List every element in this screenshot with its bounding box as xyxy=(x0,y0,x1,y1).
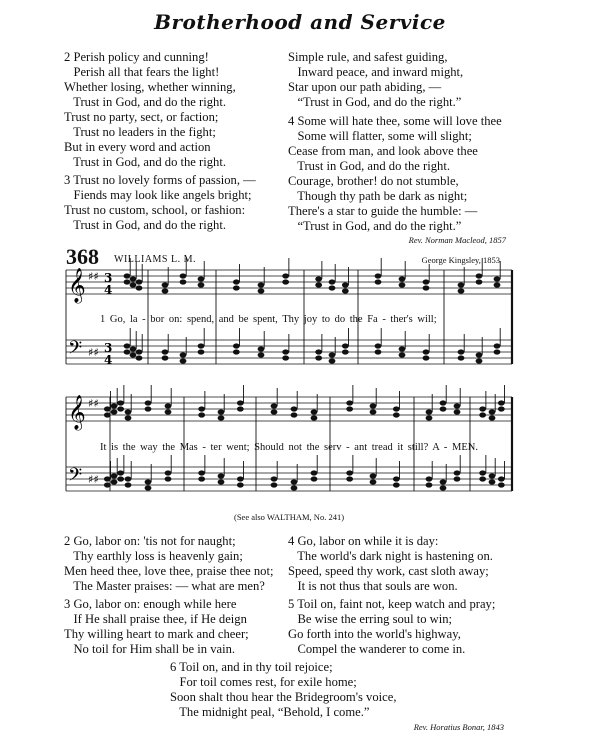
note-head xyxy=(291,406,298,411)
note-head xyxy=(136,285,143,290)
stanza-line: Men heed thee, love thee, praise thee not; xyxy=(64,564,274,578)
note-head xyxy=(165,476,172,481)
note-head xyxy=(440,406,447,411)
stanza-line: Star upon our path abiding, — xyxy=(288,80,442,94)
stanza-line: Cease from man, and look above thee xyxy=(288,144,478,158)
note-head xyxy=(489,409,496,414)
note-head xyxy=(342,349,349,354)
note-head xyxy=(393,406,400,411)
note-head xyxy=(271,409,278,414)
stanza-line: For toil comes rest, for exile home; xyxy=(170,675,357,689)
note-head xyxy=(479,406,486,411)
section-title: Brotherhood and Service xyxy=(154,10,446,34)
note-head xyxy=(479,412,486,417)
note-head xyxy=(399,276,406,281)
note-head xyxy=(329,279,336,284)
hymn-368-stanza-3 xyxy=(64,597,249,657)
stanza-line: There's a star to guide the humble: — xyxy=(288,204,478,218)
stanza-line: No toil for Him shall be in vain. xyxy=(64,642,236,656)
note-head xyxy=(498,482,505,487)
note-head xyxy=(494,282,501,287)
note-head xyxy=(342,288,349,293)
note-head xyxy=(165,470,172,475)
note-head xyxy=(315,276,322,281)
note-head xyxy=(237,406,244,411)
note-head xyxy=(162,288,169,293)
stanza-line: Trust no leaders in the fight; xyxy=(64,125,216,139)
stanza-line: 4 Go, labor on while it is day: xyxy=(288,534,439,548)
note-head xyxy=(315,355,322,360)
note-head xyxy=(124,279,131,284)
stanza-line: Though thy path be dark as night; xyxy=(288,189,468,203)
note-head xyxy=(346,400,353,405)
note-head xyxy=(311,476,318,481)
stanza-line: Trust no party, sect, or faction; xyxy=(64,110,219,124)
note-head xyxy=(375,349,382,354)
stanza-line: 2 Go, labor on: 'tis not for naught; xyxy=(64,534,236,548)
hymn-368-stanza-5 xyxy=(288,597,495,657)
note-head xyxy=(342,343,349,348)
note-head xyxy=(399,282,406,287)
note-head xyxy=(458,282,465,287)
note-head xyxy=(393,482,400,487)
note-head xyxy=(476,352,483,357)
hymn-368-author: Rev. Horatius Bonar, 1843 xyxy=(413,722,504,732)
note-head xyxy=(311,470,318,475)
see-also-note: (See also WALTHAM, No. 241) xyxy=(234,512,345,522)
note-head xyxy=(258,288,265,293)
stanza-line: Thy willing heart to mark and cheer; xyxy=(64,627,249,641)
note-head xyxy=(124,349,131,354)
note-head xyxy=(375,279,382,284)
note-head xyxy=(145,406,152,411)
note-head xyxy=(198,349,205,354)
note-head xyxy=(329,285,336,290)
note-head xyxy=(454,476,461,481)
stanza-line: Trust in God, and do the right. xyxy=(288,159,450,173)
note-head xyxy=(125,476,132,481)
note-head xyxy=(198,276,205,281)
stanza-line: “Trust in God, and do the right.” xyxy=(288,95,462,109)
note-head xyxy=(454,409,461,414)
note-head xyxy=(125,482,132,487)
note-head xyxy=(282,355,289,360)
stanza-line: Inward peace, and inward might, xyxy=(288,65,464,79)
note-head xyxy=(315,282,322,287)
note-head xyxy=(104,476,111,481)
note-head xyxy=(180,273,187,278)
tune-name: WILLIAMS L. M. xyxy=(114,254,196,265)
stanza-line: But in every word and action xyxy=(64,140,211,154)
note-head xyxy=(180,352,187,357)
note-head xyxy=(111,409,118,414)
note-head xyxy=(282,273,289,278)
composer: George Kingsley, 1853 xyxy=(421,255,500,265)
note-head xyxy=(117,470,124,475)
stanza-line: Speed, speed thy work, cast sloth away; xyxy=(288,564,489,578)
stanza-line: Courage, brother! do not stumble, xyxy=(288,174,459,188)
note-head xyxy=(111,473,118,478)
stanza-line: Compel the wanderer to come in. xyxy=(288,642,466,656)
note-head xyxy=(476,279,483,284)
stanza-line: Soon shalt thou hear the Bridegroom's voice, xyxy=(170,690,397,704)
note-head xyxy=(237,476,244,481)
note-head xyxy=(145,479,152,484)
stanza-line: The Master praises: — what are men? xyxy=(64,579,265,593)
note-head xyxy=(346,406,353,411)
note-head xyxy=(136,279,143,284)
note-head xyxy=(111,479,118,484)
note-head xyxy=(145,485,152,490)
note-head xyxy=(454,470,461,475)
note-head xyxy=(111,403,118,408)
note-head xyxy=(104,482,111,487)
stanza-line: 2 Perish policy and cunning! xyxy=(64,50,209,64)
note-head xyxy=(494,276,501,281)
hymn-368-stanza-6 xyxy=(170,660,396,720)
note-head xyxy=(130,282,137,287)
stanza-line: Simple rule, and safest guiding, xyxy=(288,50,448,64)
stanza-line: It is not thus that souls are won. xyxy=(288,579,458,593)
stanza-line: Trust no custom, school, or fashion: xyxy=(64,203,246,217)
note-head xyxy=(125,415,132,420)
note-head xyxy=(393,412,400,417)
note-head xyxy=(426,415,433,420)
stanza-line: 3 Go, labor on: enough while here xyxy=(64,597,237,611)
note-head xyxy=(198,470,205,475)
note-head xyxy=(489,479,496,484)
note-head xyxy=(440,485,447,490)
note-head xyxy=(180,358,187,363)
note-head xyxy=(423,355,430,360)
note-head xyxy=(218,409,225,414)
key-signature: ♯♯ xyxy=(88,397,99,410)
time-signature-top: 3 xyxy=(104,341,113,355)
stanza-line: The world's dark night is hastening on. xyxy=(288,549,493,563)
key-signature: ♯♯ xyxy=(88,270,99,283)
note-head xyxy=(233,285,240,290)
note-head xyxy=(375,343,382,348)
stanza-line: “Trust in God, and do the right.” xyxy=(288,219,462,233)
note-head xyxy=(498,400,505,405)
note-head xyxy=(117,400,124,405)
stanza-line: 3 Trust no lovely forms of passion, — xyxy=(64,173,256,187)
note-head xyxy=(346,470,353,475)
note-head xyxy=(440,479,447,484)
note-head xyxy=(125,409,132,414)
note-head xyxy=(498,406,505,411)
note-head xyxy=(494,349,501,354)
note-head xyxy=(180,279,187,284)
note-head xyxy=(104,412,111,417)
note-head xyxy=(370,403,377,408)
note-head xyxy=(130,352,137,357)
note-head xyxy=(393,476,400,481)
note-head xyxy=(258,352,265,357)
stanza-line: Perish all that fears the light! xyxy=(64,65,220,79)
hymn-368-stanza-4 xyxy=(288,534,493,594)
key-signature: ♯♯ xyxy=(88,346,99,359)
note-head xyxy=(198,476,205,481)
stanza-line: Trust in God, and do the right. xyxy=(64,155,226,169)
note-head xyxy=(124,343,131,348)
note-head xyxy=(315,349,322,354)
note-head xyxy=(494,343,501,348)
note-head xyxy=(479,470,486,475)
note-head xyxy=(162,349,169,354)
lyrics-line-1: 1 Go, la - bor on: spend, and be spent, Thy joy to do the Fa - ther's will; xyxy=(100,314,437,325)
stanza-line: Fiends may look like angels bright; xyxy=(64,188,252,202)
note-head xyxy=(271,476,278,481)
stanza-line: Be wise the erring soul to win; xyxy=(288,612,453,626)
lyrics-line-2: It is the way the Mas - ter went; Should not the serv - ant tread it still? A - MEN. xyxy=(100,442,478,453)
stanza-line: The midnight peal, “Behold, I come.” xyxy=(170,705,370,719)
bass-clef-icon: 𝄢 xyxy=(68,465,83,490)
stanza-line: If He shall praise thee, if He deign xyxy=(64,612,247,626)
note-head xyxy=(329,352,336,357)
note-head xyxy=(370,473,377,478)
time-signature-bottom: 4 xyxy=(104,283,113,297)
note-head xyxy=(440,400,447,405)
note-head xyxy=(329,358,336,363)
stanza-line: 6 Toil on, and in thy toil rejoice; xyxy=(170,660,333,674)
note-head xyxy=(130,346,137,351)
note-head xyxy=(237,400,244,405)
note-head xyxy=(218,415,225,420)
note-head xyxy=(145,400,152,405)
key-signature: ♯♯ xyxy=(88,473,99,486)
treble-clef-icon: 𝄞 xyxy=(68,395,86,430)
note-head xyxy=(311,415,318,420)
note-head xyxy=(117,406,124,411)
note-head xyxy=(458,355,465,360)
bass-clef-icon: 𝄢 xyxy=(68,338,83,363)
note-head xyxy=(399,346,406,351)
note-head xyxy=(423,349,430,354)
note-head xyxy=(311,409,318,414)
note-head xyxy=(233,279,240,284)
stanza-line: Whether losing, whether winning, xyxy=(64,80,236,94)
note-head xyxy=(233,343,240,348)
stanza-line: 5 Toil on, faint not, keep watch and pray; xyxy=(288,597,496,611)
note-head xyxy=(198,406,205,411)
note-head xyxy=(165,403,172,408)
note-head xyxy=(271,482,278,487)
note-head xyxy=(237,482,244,487)
hymn-number: 368 xyxy=(66,244,99,269)
hymn-368-stanza-2 xyxy=(64,534,273,594)
note-head xyxy=(162,355,169,360)
note-head xyxy=(476,358,483,363)
stanza-line: Trust in God, and do the right. xyxy=(64,95,226,109)
note-head xyxy=(370,479,377,484)
hymn-367-author: Rev. Norman Macleod, 1857 xyxy=(408,235,506,245)
note-head xyxy=(130,276,137,281)
note-head xyxy=(136,355,143,360)
note-head xyxy=(136,349,143,354)
note-head xyxy=(282,279,289,284)
note-head xyxy=(162,282,169,287)
note-head xyxy=(370,409,377,414)
note-head xyxy=(104,406,111,411)
note-head xyxy=(198,282,205,287)
note-head xyxy=(282,349,289,354)
note-head xyxy=(198,343,205,348)
note-head xyxy=(117,476,124,481)
note-head xyxy=(489,415,496,420)
stanza-line: Trust in God, and do the right. xyxy=(64,218,226,232)
time-signature-top: 3 xyxy=(104,271,113,285)
note-head xyxy=(165,409,172,414)
note-head xyxy=(476,273,483,278)
note-head xyxy=(375,273,382,278)
note-head xyxy=(342,282,349,287)
note-head xyxy=(124,273,131,278)
note-head xyxy=(258,346,265,351)
note-head xyxy=(423,285,430,290)
stanza-line: 4 Some will hate thee, some will love thee xyxy=(288,114,502,128)
note-head xyxy=(218,479,225,484)
note-head xyxy=(479,476,486,481)
note-head xyxy=(346,476,353,481)
note-head xyxy=(426,409,433,414)
note-head xyxy=(489,473,496,478)
note-head xyxy=(426,476,433,481)
note-head xyxy=(291,479,298,484)
note-head xyxy=(454,403,461,408)
note-head xyxy=(423,279,430,284)
note-head xyxy=(291,412,298,417)
treble-clef-icon: 𝄞 xyxy=(68,268,86,303)
note-head xyxy=(218,473,225,478)
note-head xyxy=(291,485,298,490)
note-head xyxy=(233,349,240,354)
note-head xyxy=(458,288,465,293)
note-head xyxy=(258,282,265,287)
note-head xyxy=(271,403,278,408)
time-signature-bottom: 4 xyxy=(104,353,113,367)
note-head xyxy=(198,412,205,417)
note-head xyxy=(426,482,433,487)
note-head xyxy=(399,352,406,357)
stanza-line: Go forth into the world's highway, xyxy=(288,627,461,641)
note-head xyxy=(498,476,505,481)
stanza-line: Some will flatter, some will slight; xyxy=(288,129,472,143)
stanza-line: Thy earthly loss is heavenly gain; xyxy=(64,549,243,563)
note-head xyxy=(458,349,465,354)
